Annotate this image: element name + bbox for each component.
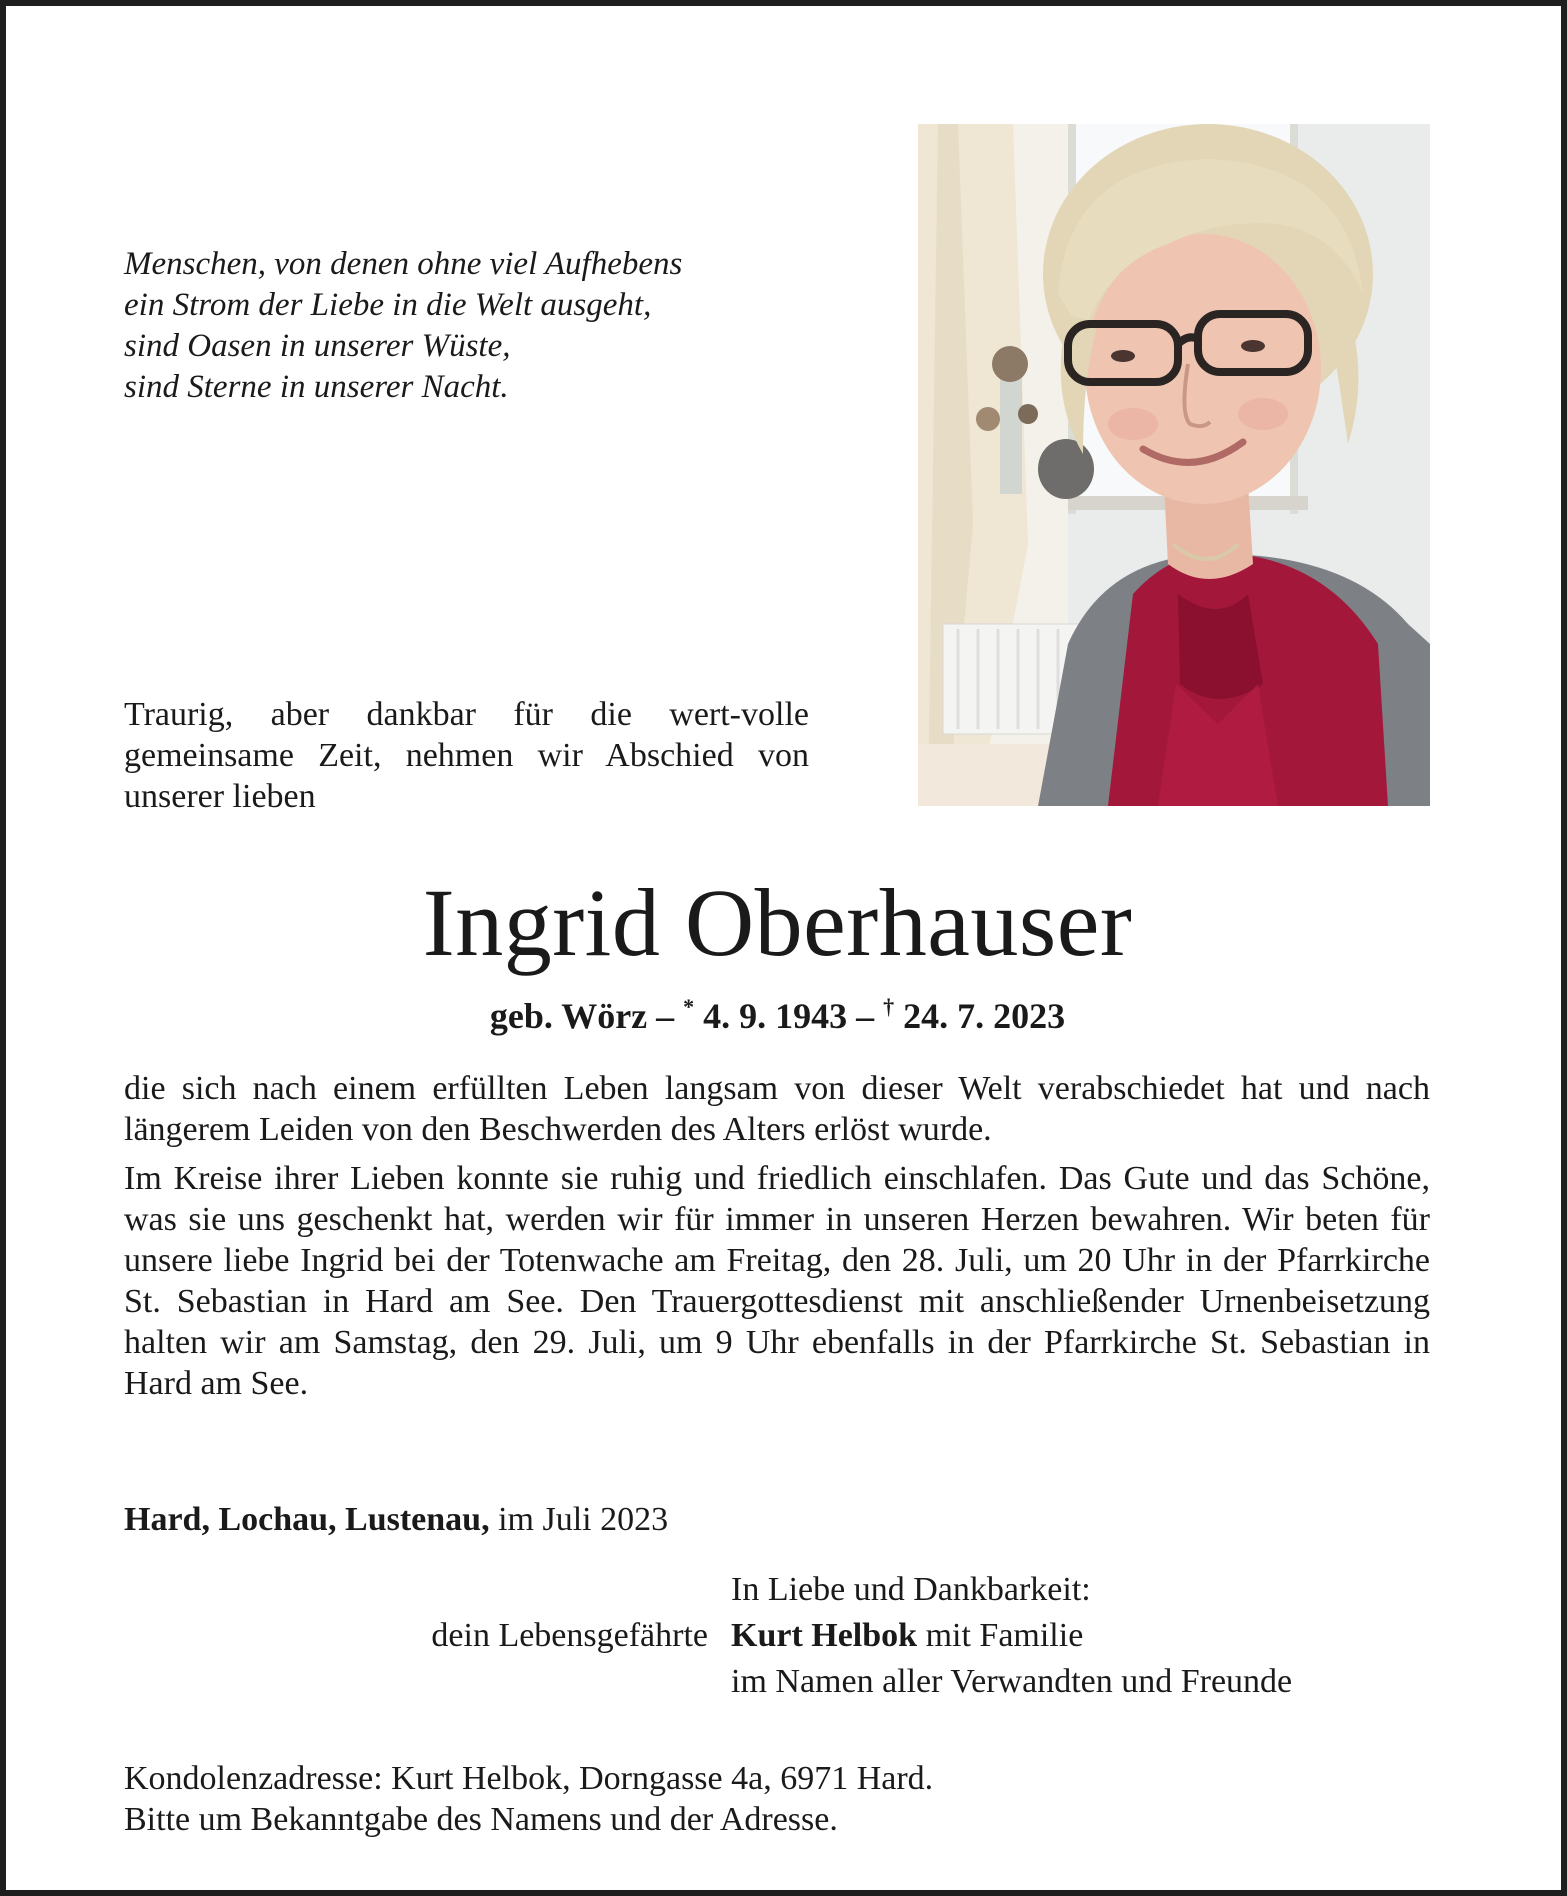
signature-relation: dein Lebensgefährte [431, 1617, 708, 1654]
deceased-name: Ingrid Oberhauser [422, 869, 1133, 976]
body-paragraph: die sich nach einem erfüllten Leben langsam von dieser Welt verabschiedet hat und nach längerem Leiden von den Beschwerden des Alters erlöst wurde. [124, 1070, 1430, 1148]
intro-text: Traurig, aber dankbar für die wert-volle gemeinsame Zeit, nehmen wir Abschied von unserer lieben [124, 696, 809, 815]
maiden-name: geb. Wörz – [489, 996, 675, 1036]
place-date-line [124, 1498, 668, 1542]
quote-line: Menschen, von denen ohne viel Aufhebens [124, 246, 683, 282]
birth-symbol: * [683, 994, 695, 1019]
notice-date: im Juli 2023 [498, 1501, 669, 1538]
life-dates [0, 994, 1555, 1038]
portrait-photo [918, 124, 1430, 806]
quote-line: sind Sterne in unserer Nacht. [124, 369, 509, 405]
notice-body [124, 1068, 1430, 1412]
body-paragraph: Im Kreise ihrer Lieben konnte sie ruhig und friedlich einschlafen. Das Gute und das Schöne, was sie uns geschenkt hat, werden wir für immer in unseren Herzen bewahren. Wir beten für unsere liebe Ingrid bei der Totenwache am Freitag, den 28. Juli, um 20 Uhr in der Pfarrkirche St. Sebastian in Hard am See. Den Trauergottesdienst mit anschließender Urnenbeisetzung halten wir am Samstag, den 29. Juli, um 9 Uhr ebenfalls in der Pfarrkirche St. Sebastian in Hard am See. [124, 1160, 1430, 1402]
death-date: 24. 7. 2023 [903, 996, 1066, 1036]
memorial-quote [124, 244, 884, 408]
portrait-illustration [918, 124, 1430, 806]
birth-date: 4. 9. 1943 [703, 996, 848, 1036]
death-symbol: † [883, 994, 895, 1019]
condolence-info [124, 1758, 933, 1840]
signer-name: Kurt Helbok [731, 1617, 918, 1654]
quote-line: ein Strom der Liebe in die Welt ausgeht, [124, 287, 652, 323]
signer-suffix: mit Familie [925, 1617, 1084, 1654]
signature-others: im Namen aller Verwandten und Freunde [731, 1663, 1293, 1700]
date-separator: – [856, 996, 875, 1036]
quote-line: sind Oasen in unserer Wüste, [124, 328, 511, 364]
condolence-note: Bitte um Bekanntgabe des Namens und der Adresse. [124, 1801, 838, 1838]
condolence-address: Kondolenzadresse: Kurt Helbok, Dorngasse 4a, 6971 Hard. [124, 1760, 934, 1797]
signature-signer [731, 1614, 1083, 1658]
signature-greeting: In Liebe und Dankbarkeit: [731, 1571, 1091, 1608]
place-names: Hard, Lochau, Lustenau, [124, 1501, 490, 1538]
